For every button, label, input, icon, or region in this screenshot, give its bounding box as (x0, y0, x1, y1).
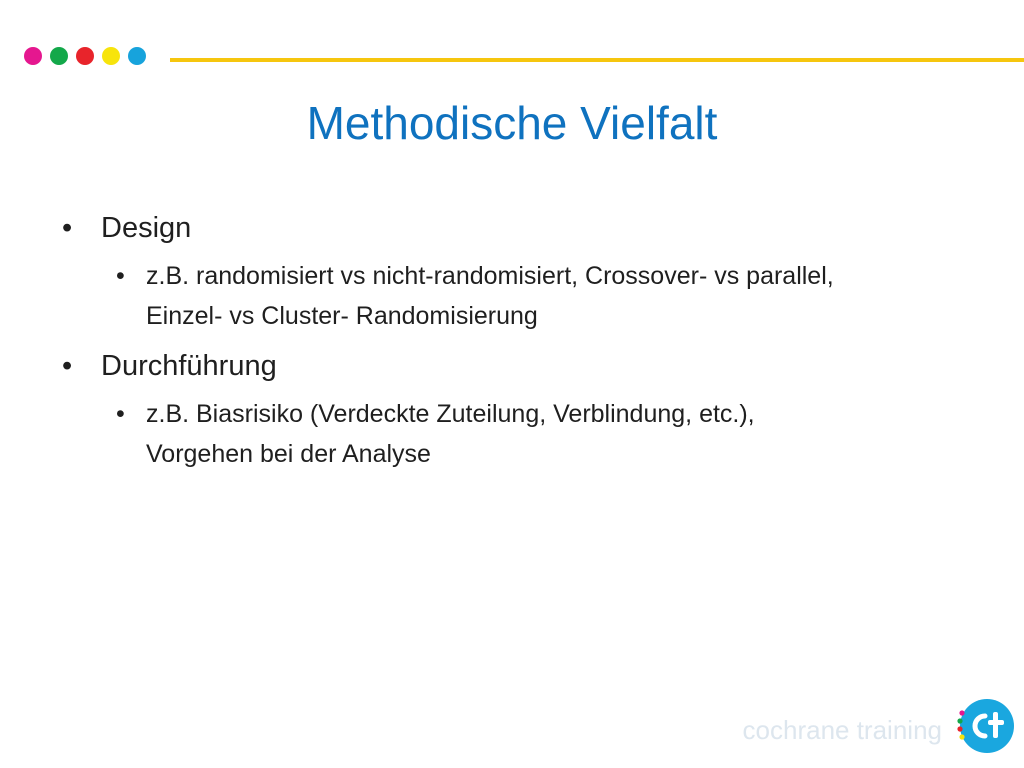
bullet-icon: • (62, 350, 73, 382)
sub-bullet-item (56, 394, 866, 474)
bullet-item (56, 206, 956, 250)
blue-dot (128, 47, 146, 65)
bullet-label: Design (101, 212, 192, 244)
bullet-icon: • (116, 262, 125, 290)
sub-bullet-text: z.B. randomisiert vs nicht-randomisiert, Crossover- vs parallel, Einzel- vs Cluster- Randomisierung (146, 262, 834, 330)
cochrane-training-logo-icon (955, 695, 1015, 755)
footer-brand-text: cochrane training (742, 715, 942, 745)
bullet-label: Durchführung (101, 350, 277, 382)
sub-bullet-text: z.B. Biasrisiko (Verdeckte Zuteilung, Verblindung, etc.), Vorgehen bei der Analyse (146, 400, 755, 468)
sub-bullet-item (56, 256, 866, 336)
slide-title: Methodische Vielfalt (306, 97, 718, 149)
bullet-icon: • (62, 212, 73, 244)
color-dots (24, 47, 146, 65)
bullet-icon: • (116, 400, 125, 428)
green-dot (50, 47, 68, 65)
slide-content (56, 206, 956, 482)
yellow-dot (102, 47, 120, 65)
red-dot (76, 47, 94, 65)
bullet-item (56, 344, 956, 388)
header-rule (170, 58, 1024, 62)
magenta-dot (24, 47, 42, 65)
